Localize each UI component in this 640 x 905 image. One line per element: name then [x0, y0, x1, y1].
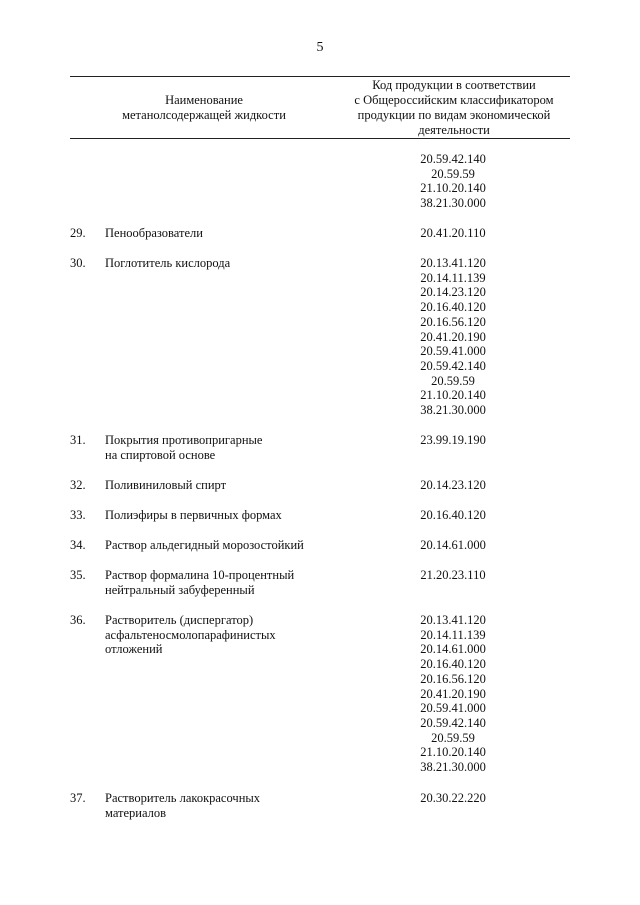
row-name — [105, 433, 355, 462]
row-number: 37. — [70, 791, 86, 805]
product-code: 20.16.56.120 — [420, 314, 486, 329]
product-code: 23.99.19.190 — [420, 433, 486, 447]
product-code: 20.16.40.120 — [420, 657, 486, 672]
row-codes — [408, 433, 498, 448]
row-codes — [408, 613, 498, 775]
product-code: 20.16.40.120 — [420, 300, 486, 315]
row-name-line: Поливиниловый спирт — [105, 478, 227, 492]
product-code: 20.16.56.120 — [420, 671, 486, 686]
row-name-line: нейтральный забуференный — [105, 582, 255, 597]
product-code: 38.21.30.000 — [420, 196, 486, 211]
row-codes — [408, 791, 498, 806]
row-number: 35. — [70, 568, 86, 582]
product-code: 20.59.41.000 — [420, 344, 486, 359]
product-code: 20.41.20.190 — [420, 686, 486, 701]
product-code: 21.10.20.140 — [420, 388, 486, 403]
row-name-line: Раствор альдегидный морозостойкий — [105, 538, 304, 552]
header-code-line: с Общероссийским классификатором — [354, 93, 554, 107]
product-code: 20.13.41.120 — [420, 613, 486, 627]
product-code: 20.14.11.139 — [420, 270, 486, 285]
page-number: 5 — [316, 40, 324, 55]
row-name-line: отложений — [105, 642, 163, 657]
row-name — [105, 613, 355, 657]
product-code: 20.13.41.120 — [420, 256, 486, 270]
row-number: 32. — [70, 478, 86, 492]
row-name — [105, 568, 355, 597]
row-codes — [408, 508, 498, 523]
row-name — [105, 791, 355, 820]
row-name — [105, 256, 355, 271]
header-code-line: деятельности — [418, 123, 490, 137]
product-code: 20.16.40.120 — [420, 508, 486, 522]
row-number: 29. — [70, 226, 86, 240]
product-code: 20.14.61.000 — [420, 642, 486, 657]
product-code: 20.14.11.139 — [420, 627, 486, 642]
row-number: 34. — [70, 538, 86, 552]
row-name-line: Покрытия противопригарные — [105, 433, 263, 447]
header-code-line: Код продукции в соответствии — [372, 78, 536, 92]
row-number: 31. — [70, 433, 86, 447]
product-code: 38.21.30.000 — [420, 403, 486, 418]
row-name-line: Полиэфиры в первичных формах — [105, 508, 282, 522]
row-name-line: Раствор формалина 10-процентный — [105, 568, 295, 582]
row-codes — [408, 478, 498, 493]
table-header — [70, 76, 570, 139]
header-code-column — [338, 78, 570, 138]
header-name-line: метанолсодержащей жидкости — [122, 108, 286, 122]
row-name — [105, 508, 355, 523]
row-number: 36. — [70, 613, 86, 627]
row-name-line: Поглотитель кислорода — [105, 256, 231, 270]
product-code: 20.14.23.120 — [420, 285, 486, 300]
product-code: 20.14.23.120 — [420, 478, 486, 492]
row-number: 33. — [70, 508, 86, 522]
product-code: 38.21.30.000 — [420, 760, 486, 775]
row-codes — [408, 256, 498, 418]
row-name-line: асфальтеносмолопарафинистых — [105, 627, 276, 642]
row-number: 30. — [70, 256, 86, 270]
row-name-line: на спиртовой основе — [105, 447, 216, 462]
product-code: 21.10.20.140 — [420, 745, 486, 760]
row-codes — [408, 152, 498, 211]
row-codes — [408, 538, 498, 553]
row-name-line: Пенообразователи — [105, 226, 203, 240]
row-name — [105, 478, 355, 493]
header-code-line: продукции по видам экономической — [357, 108, 551, 122]
product-code: 20.30.22.220 — [420, 791, 486, 805]
product-code: 21.10.20.140 — [420, 181, 486, 196]
product-code: 20.59.42.140 — [420, 715, 486, 730]
product-code: 20.59.59 — [431, 730, 475, 745]
product-code: 20.59.59 — [431, 373, 475, 388]
product-code: 20.59.59 — [431, 166, 475, 181]
row-name-line: Растворитель лакокрасочных — [105, 791, 261, 805]
header-name-line: Наименование — [165, 93, 243, 107]
product-code: 20.41.20.110 — [420, 226, 486, 240]
row-name — [105, 538, 355, 553]
row-name-line: материалов — [105, 805, 167, 820]
row-name — [105, 226, 355, 241]
product-code: 20.41.20.190 — [420, 329, 486, 344]
product-code: 20.59.42.140 — [420, 358, 486, 373]
product-code: 20.59.42.140 — [420, 152, 486, 166]
row-codes — [408, 568, 498, 583]
row-name-line: Растворитель (диспергатор) — [105, 613, 254, 627]
product-code: 20.14.61.000 — [420, 538, 486, 552]
product-code: 21.20.23.110 — [420, 568, 486, 582]
header-name-column — [70, 93, 338, 123]
product-code: 20.59.41.000 — [420, 701, 486, 716]
row-codes — [408, 226, 498, 241]
